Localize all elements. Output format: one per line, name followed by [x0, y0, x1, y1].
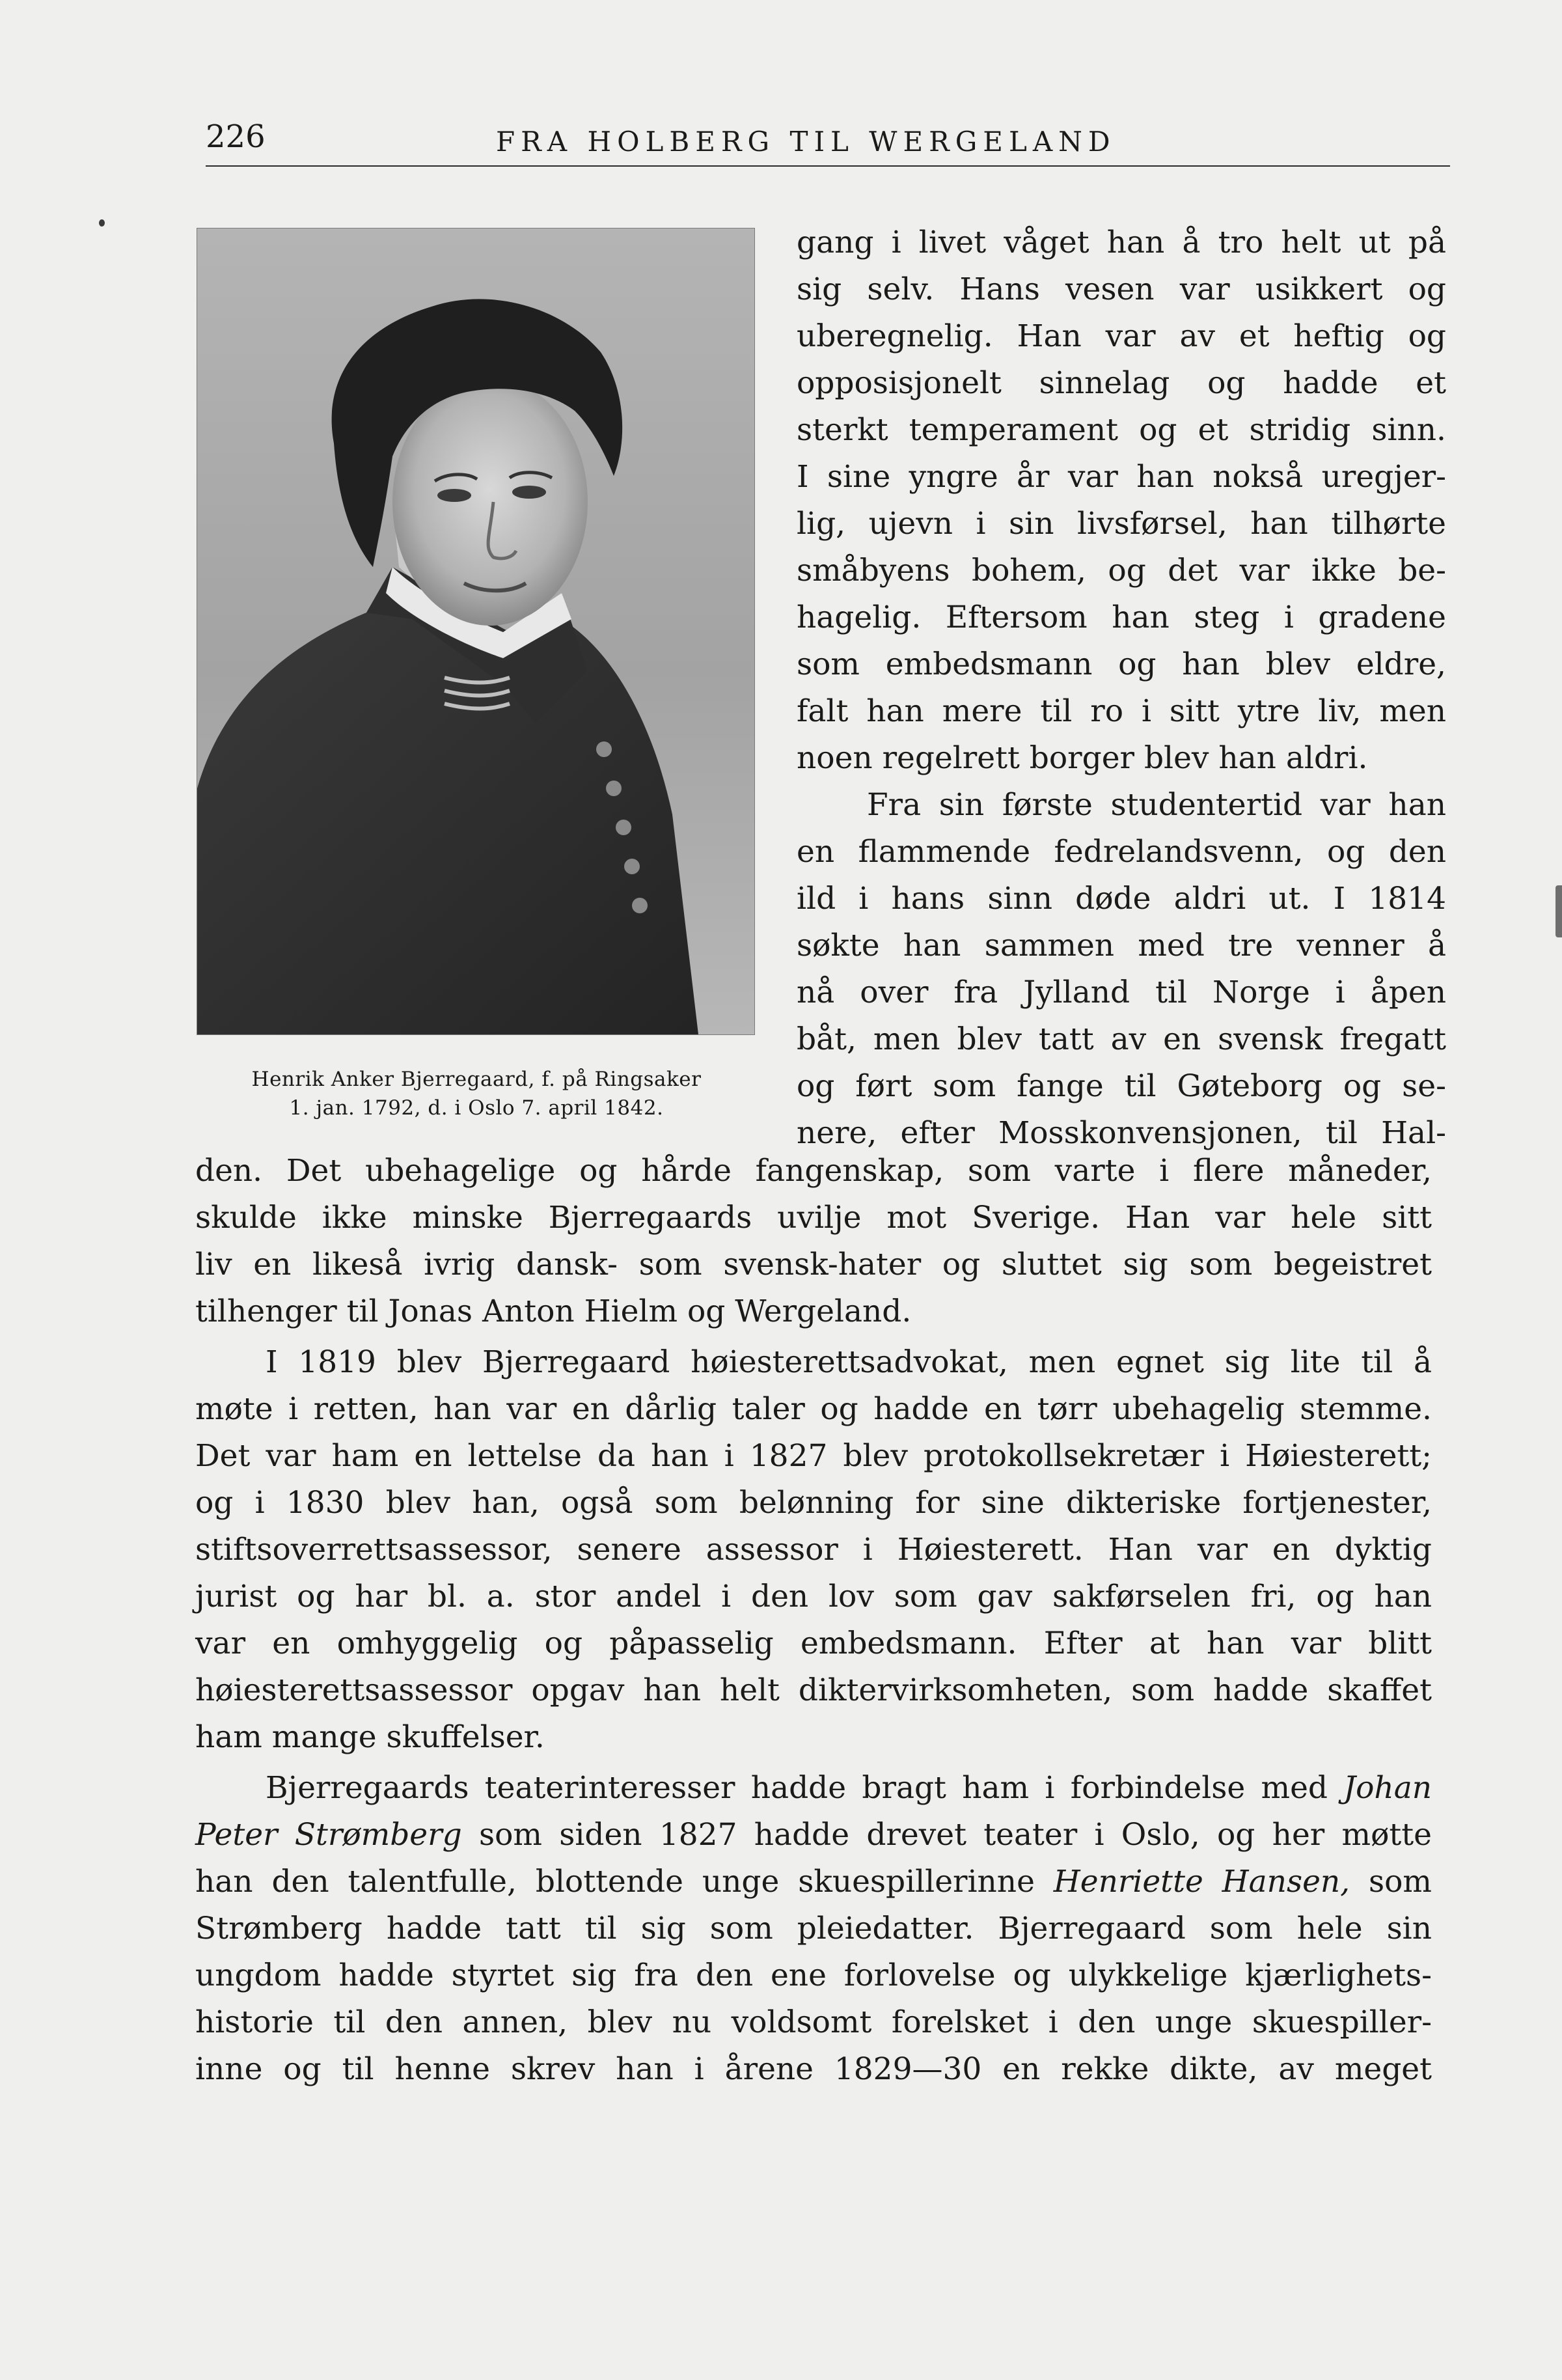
text-line: Strømberg hadde tatt til sig som pleiedatter. Bjerregaard som hele sin: [195, 1911, 1432, 1946]
text-line: småbyens bohem, og det var ikke be-: [797, 553, 1446, 588]
text-line: høiesterettsassessor opgav han helt diktervirksomheten, som hadde skaffet: [195, 1672, 1432, 1708]
text-line: søkte han sammen med tre venner å: [797, 928, 1446, 963]
text-line: som embedsmann og han blev eldre,: [797, 646, 1446, 682]
text-line: møte i retten, han var en dårlig taler og hadde en tørr ubehagelig stemme.: [195, 1391, 1432, 1427]
text-line: sig selv. Hans vesen var usikkert og: [797, 271, 1446, 307]
text-line: en flammende fedrelandsvenn, og den: [797, 834, 1446, 870]
text-body-full: [195, 1148, 1432, 2093]
page-number: 226: [206, 118, 266, 155]
text-line: sterkt temperament og et stridig sinn.: [797, 412, 1446, 448]
text-line: liv en likeså ivrig dansk- som svensk-hater og sluttet sig som begeistret: [195, 1247, 1432, 1282]
text-line: I 1819 blev Bjerregaard høiesterettsadvokat, men egnet sig lite til å: [266, 1344, 1432, 1380]
text-run: som siden 1827 hadde drevet teater i Oslo, og her møtte: [478, 1817, 1432, 1853]
text-run: Bjerregaards teaterinteresser hadde bragt ham i forbindelse med: [266, 1770, 1328, 1806]
ink-speck: [99, 219, 105, 227]
person-name: Johan: [1343, 1770, 1432, 1806]
caption-line: 1. jan. 1792, d. i Oslo 7. april 1842.: [289, 1096, 664, 1120]
text-line: gang i livet våget han å tro helt ut på: [797, 225, 1446, 260]
text-line: stiftsoverrettsassessor, senere assessor i Høiesterett. Han var en dyktig: [195, 1532, 1432, 1568]
text-line: skulde ikke minske Bjerregaards uvilje mot Sverige. Han var hele sitt: [195, 1200, 1432, 1236]
figure-caption: [199, 1065, 754, 1122]
text-line: Fra sin første studentertid var han: [867, 787, 1446, 823]
text-line: opposisjonelt sinnelag og hadde et: [797, 365, 1446, 401]
text-line: ungdom hadde styrtet sig fra den ene forlovelse og ulykkelige kjærlighets-: [195, 1958, 1432, 1993]
text-line: [195, 1812, 1432, 1859]
text-line: falt han mere til ro i sitt ytre liv, men: [797, 693, 1446, 729]
portrait-engraving-icon: [197, 228, 754, 1034]
page-header: [206, 117, 1450, 169]
caption-line: Henrik Anker Bjerregaard, f. på Ringsaker: [251, 1068, 702, 1091]
text-line: lig, ujevn i sin livsførsel, han tilhørte: [797, 506, 1446, 542]
person-name: Peter Strømberg: [195, 1817, 462, 1853]
text-line: [195, 1765, 1432, 1812]
person-name: Henriette Hansen,: [1053, 1864, 1350, 1900]
text-line: nå over fra Jylland til Norge i åpen: [797, 975, 1446, 1010]
text-line: var en omhyggelig og påpasselig embedsmann. Efter at han var blitt: [195, 1626, 1432, 1661]
text-line: og i 1830 blev han, også som belønning for sine dikteriske fortjenester,: [195, 1485, 1432, 1521]
text-line: inne og til henne skrev han i årene 1829—30 en rekke dikte, av meget: [195, 2051, 1432, 2087]
text-line: båt, men blev tatt av en svensk fregatt: [797, 1021, 1446, 1057]
text-run: som: [1369, 1864, 1432, 1900]
text-run: han den talentfulle, blottende unge skuespillerinne: [195, 1864, 1035, 1900]
text-line: Det var ham en lettelse da han i 1827 blev protokollsekretær i Høiesterett;: [195, 1438, 1432, 1474]
text-column-right: [797, 219, 1446, 1157]
running-title: FRA HOLBERG TIL WERGELAND: [496, 126, 1116, 158]
text-line: uberegnelig. Han var av et heftig og: [797, 318, 1446, 354]
portrait-figure: [197, 228, 755, 1035]
page-edge-shadow: [1555, 885, 1562, 937]
text-line: ham mange skuffelser.: [195, 1719, 545, 1755]
text-line: historie til den annen, blev nu voldsomt forelsket i den unge skuespiller-: [195, 2004, 1432, 2040]
text-line: [195, 1859, 1432, 1905]
text-line: noen regelrett borger blev han aldri.: [797, 740, 1368, 776]
header-rule: [206, 165, 1450, 167]
text-line: hagelig. Eftersom han steg i gradene: [797, 600, 1446, 635]
text-line: ild i hans sinn døde aldri ut. I 1814: [797, 881, 1446, 917]
text-line: jurist og har bl. a. stor andel i den lov som gav sakførselen fri, og han: [195, 1579, 1432, 1614]
text-line: nere, efter Mosskonvensjonen, til Hal-: [797, 1115, 1446, 1151]
text-line: og ført som fange til Gøteborg og se-: [797, 1068, 1446, 1104]
text-line: I sine yngre år var han nokså uregjer-: [797, 459, 1446, 495]
text-line: den. Det ubehagelige og hårde fangenskap, som varte i flere måneder,: [195, 1153, 1432, 1189]
text-line: tilhenger til Jonas Anton Hielm og Wergeland.: [195, 1294, 912, 1329]
